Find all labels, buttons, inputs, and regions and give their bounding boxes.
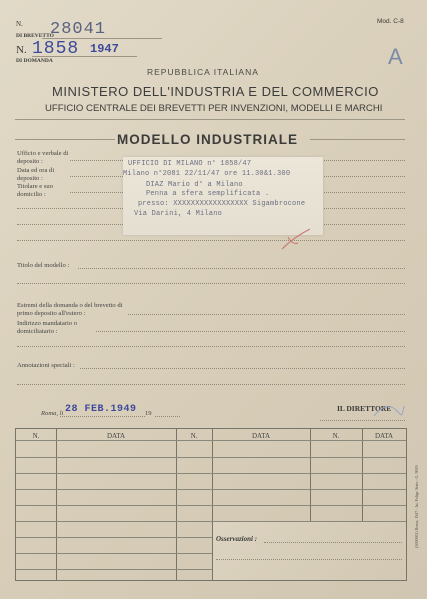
application-year: 1947 [90,42,119,56]
estremi-label: Estremi della domanda o del brevetto di primo deposito all'estero : [17,302,123,317]
model-code: Mod. C-8 [377,18,404,25]
titolo-label: Titolo del modello : [17,262,70,269]
annotazioni-label: Annotazioni speciali : [17,362,75,369]
pasted-line-title: Penna a sfera semplificata . [146,190,270,198]
observations-label: Osservazioni : [216,535,258,543]
titolare-label: Titolare e suo domicilio : [17,183,54,198]
data-label: Data ed ora di deposito : [17,167,55,182]
table-header-n-2: N. [190,432,198,440]
office-title: UFFICIO CENTRALE DEI BREVETTI PER INVENZIONI, MODELLI E MARCHI [45,103,383,114]
director-label: IL DIRETTORE [337,404,392,413]
ministry-title: MINISTERO DELL'INDUSTRIA E DEL COMMERCIO [52,84,379,99]
pasted-line-presso: presso: XXXXXXXXXXXXXXXXX Sigambrocone [138,200,306,208]
table-header-n-1: N. [32,432,40,440]
year-suffix: 19 [145,410,152,417]
n2-label: N. [16,44,27,56]
table-header-data-2: DATA [251,432,271,440]
di-brevetto-label: DI BREVETTO [16,33,54,39]
roma-label: Roma, li [41,410,64,417]
form-type-title: MODELLO INDUSTRIALE [117,132,298,147]
indirizzo-label: Indirizzo mandatario o domiciliatario : [17,320,78,335]
republic-title: REPUBBLICA ITALIANA [147,67,259,77]
registry-table [15,428,407,581]
di-domanda-label: DI DOMANDA [16,58,53,64]
observations-box [213,522,406,580]
red-pencil-mark-icon [276,223,316,255]
pasted-line-owner: DIAZ Mario d° a Milano [146,181,243,189]
table-header-n-3: N. [332,432,340,440]
table-header-data-3: DATA [374,432,394,440]
pasted-line-office: UFFICIO DI MILANO n° 1858/47 [128,160,252,168]
n-label: N. [16,20,23,28]
application-number: 1858 [32,39,80,59]
printer-note: (5000002) Roma, 1947 - Ist. Poligr. Stato - G. 9819 [414,465,419,548]
ufficio-label: Ufficio e verbale di deposito : [17,150,69,165]
patent-number: 28041 [50,20,107,39]
table-header-data-1: DATA [106,432,126,440]
pasted-line-date: Milano n°2081 22/11/47 ore 11.30&1.300 [123,170,291,178]
date-stamp: 28 FEB.1949 [65,404,137,415]
director-signature-mark-icon [372,400,406,422]
corner-pencil-mark: A [388,44,403,69]
pasted-line-address: Via Darini, 4 Milano [134,210,223,218]
